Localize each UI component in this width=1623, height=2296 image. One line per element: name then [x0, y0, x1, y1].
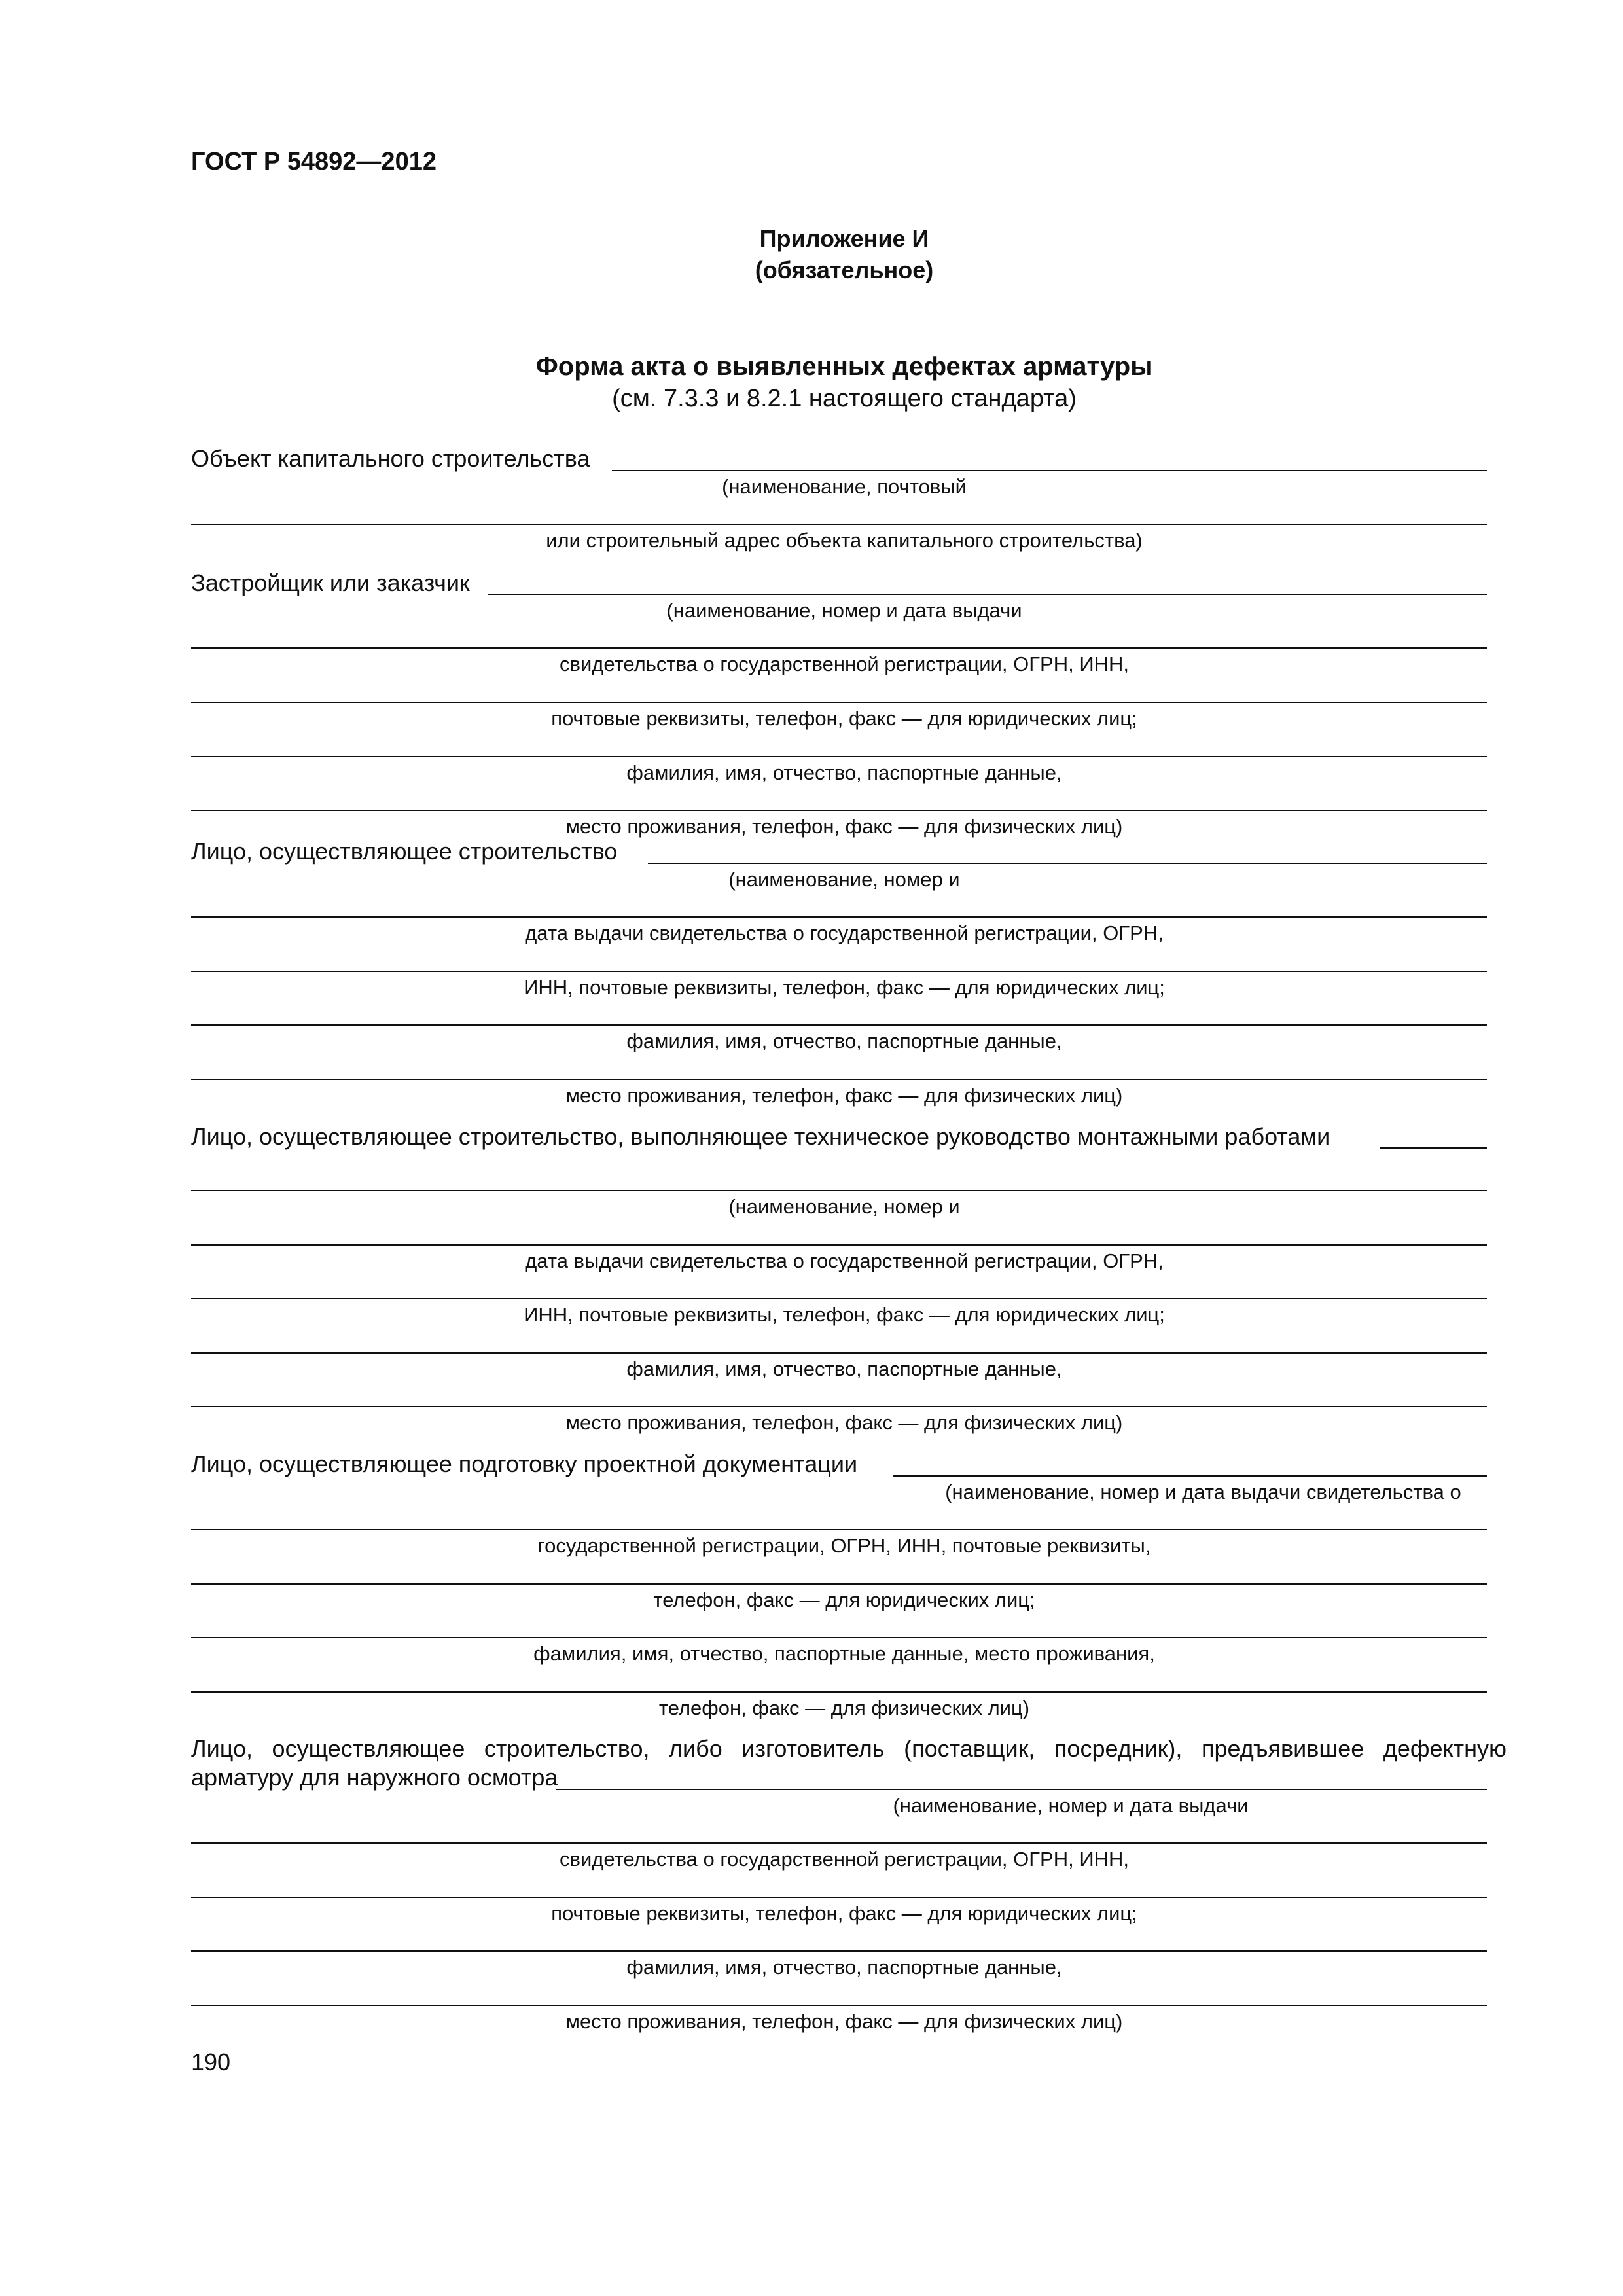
object-caption-2: или строительный адрес объекта капитального строительства) — [546, 529, 1143, 552]
supervisor-field-line-3[interactable] — [191, 1244, 1487, 1246]
builder-caption-5: место проживания, телефон, факс — для физических лиц) — [565, 1084, 1123, 1107]
appendix-status: (обязательное) — [755, 257, 934, 283]
supplier-caption-1: (наименование, номер и дата выдачи — [893, 1794, 1249, 1817]
designer-field-line-5[interactable] — [191, 1691, 1487, 1693]
supervisor-field-line-2[interactable] — [191, 1190, 1487, 1191]
developer-caption-4: фамилия, имя, отчество, паспортные данные, — [626, 761, 1062, 784]
builder-label: Лицо, осуществляющее строительство — [191, 838, 618, 865]
designer-caption-3: телефон, факс — для юридических лиц; — [653, 1588, 1035, 1611]
designer-caption-2: государственной регистрации, ОГРН, ИНН, почтовые реквизиты, — [537, 1534, 1151, 1557]
supplier-field-line-3[interactable] — [191, 1897, 1487, 1898]
developer-caption-5: место проживания, телефон, факс — для физических лиц) — [565, 815, 1123, 838]
designer-caption-4: фамилия, имя, отчество, паспортные данные, место проживания, — [533, 1642, 1155, 1665]
supplier-caption-5: место проживания, телефон, факс — для физических лиц) — [565, 2010, 1123, 2033]
supervisor-caption-5: место проживания, телефон, факс — для физических лиц) — [565, 1411, 1123, 1434]
appendix-title: Приложение И — [759, 225, 929, 252]
supplier-caption-2: свидетельства о государственной регистрации, ОГРН, ИНН, — [559, 1848, 1130, 1871]
page-number: 190 — [191, 2049, 231, 2075]
developer-caption-2: свидетельства о государственной регистрации, ОГРН, ИНН, — [559, 653, 1130, 675]
supervisor-field-line-4[interactable] — [191, 1298, 1487, 1299]
supervisor-caption-1: (наименование, номер и — [728, 1195, 960, 1218]
builder-caption-1: (наименование, номер и — [728, 868, 960, 891]
supervisor-caption-4: фамилия, имя, отчество, паспортные данные, — [626, 1357, 1062, 1380]
supervisor-field-line-6[interactable] — [191, 1406, 1487, 1407]
developer-field-line-5[interactable] — [191, 810, 1487, 811]
designer-field-line-2[interactable] — [191, 1529, 1487, 1530]
designer-field-line-3[interactable] — [191, 1583, 1487, 1585]
supervisor-caption-3: ИНН, почтовые реквизиты, телефон, факс — для юридических лиц; — [524, 1303, 1165, 1326]
builder-field-line-3[interactable] — [191, 971, 1487, 972]
builder-field-line-4[interactable] — [191, 1024, 1487, 1026]
developer-caption-1: (наименование, номер и дата выдачи — [666, 599, 1022, 622]
supplier-field-line-5[interactable] — [191, 2005, 1487, 2006]
supplier-label: Лицо, осуществляющее строительство, либо изготовитель (поставщик, посредник), предъявившее дефектную арматуру для наружного осмотра — [191, 1735, 1507, 1791]
supplier-field-line-2[interactable] — [191, 1842, 1487, 1844]
developer-field-line[interactable] — [488, 594, 1487, 595]
object-caption-1: (наименование, почтовый — [722, 475, 967, 498]
object-label: Объект капитального строительства — [191, 445, 590, 472]
builder-caption-2: дата выдачи свидетельства о государственной регистрации, ОГРН, — [525, 922, 1164, 944]
developer-label: Застройщик или заказчик — [191, 569, 470, 596]
object-field-line[interactable] — [612, 470, 1487, 471]
supervisor-field-line[interactable] — [1380, 1147, 1487, 1149]
supplier-field-line[interactable] — [556, 1789, 1487, 1790]
builder-field-line-2[interactable] — [191, 916, 1487, 918]
developer-caption-3: почтовые реквизиты, телефон, факс — для юридических лиц; — [551, 707, 1137, 730]
document-code: ГОСТ Р 54892—2012 — [191, 148, 437, 175]
designer-field-line-4[interactable] — [191, 1637, 1487, 1638]
supplier-caption-3: почтовые реквизиты, телефон, факс — для юридических лиц; — [551, 1902, 1137, 1925]
developer-field-line-2[interactable] — [191, 647, 1487, 649]
builder-caption-4: фамилия, имя, отчество, паспортные данные, — [626, 1030, 1062, 1052]
builder-field-line-5[interactable] — [191, 1079, 1487, 1080]
form-title: Форма акта о выявленных дефектах арматуры — [535, 352, 1153, 381]
supplier-field-line-4[interactable] — [191, 1950, 1487, 1952]
object-field-line-2[interactable] — [191, 524, 1487, 525]
form-subtitle: (см. 7.3.3 и 8.2.1 настоящего стандарта) — [612, 385, 1077, 412]
designer-field-line[interactable] — [893, 1475, 1487, 1477]
developer-field-line-4[interactable] — [191, 756, 1487, 757]
developer-field-line-3[interactable] — [191, 702, 1487, 703]
supervisor-field-line-5[interactable] — [191, 1352, 1487, 1354]
builder-field-line[interactable] — [648, 863, 1487, 864]
supplier-caption-4: фамилия, имя, отчество, паспортные данные, — [626, 1956, 1062, 1979]
designer-caption-5: телефон, факс — для физических лиц) — [658, 1696, 1030, 1719]
builder-caption-3: ИНН, почтовые реквизиты, телефон, факс — для юридических лиц; — [524, 976, 1165, 999]
designer-label: Лицо, осуществляющее подготовку проектной документации — [191, 1450, 858, 1477]
designer-caption-1: (наименование, номер и дата выдачи свидетельства о — [945, 1480, 1461, 1503]
supervisor-caption-2: дата выдачи свидетельства о государственной регистрации, ОГРН, — [525, 1249, 1164, 1272]
supervisor-label: Лицо, осуществляющее строительство, выполняющее техническое руководство монтажными работами — [191, 1123, 1330, 1150]
